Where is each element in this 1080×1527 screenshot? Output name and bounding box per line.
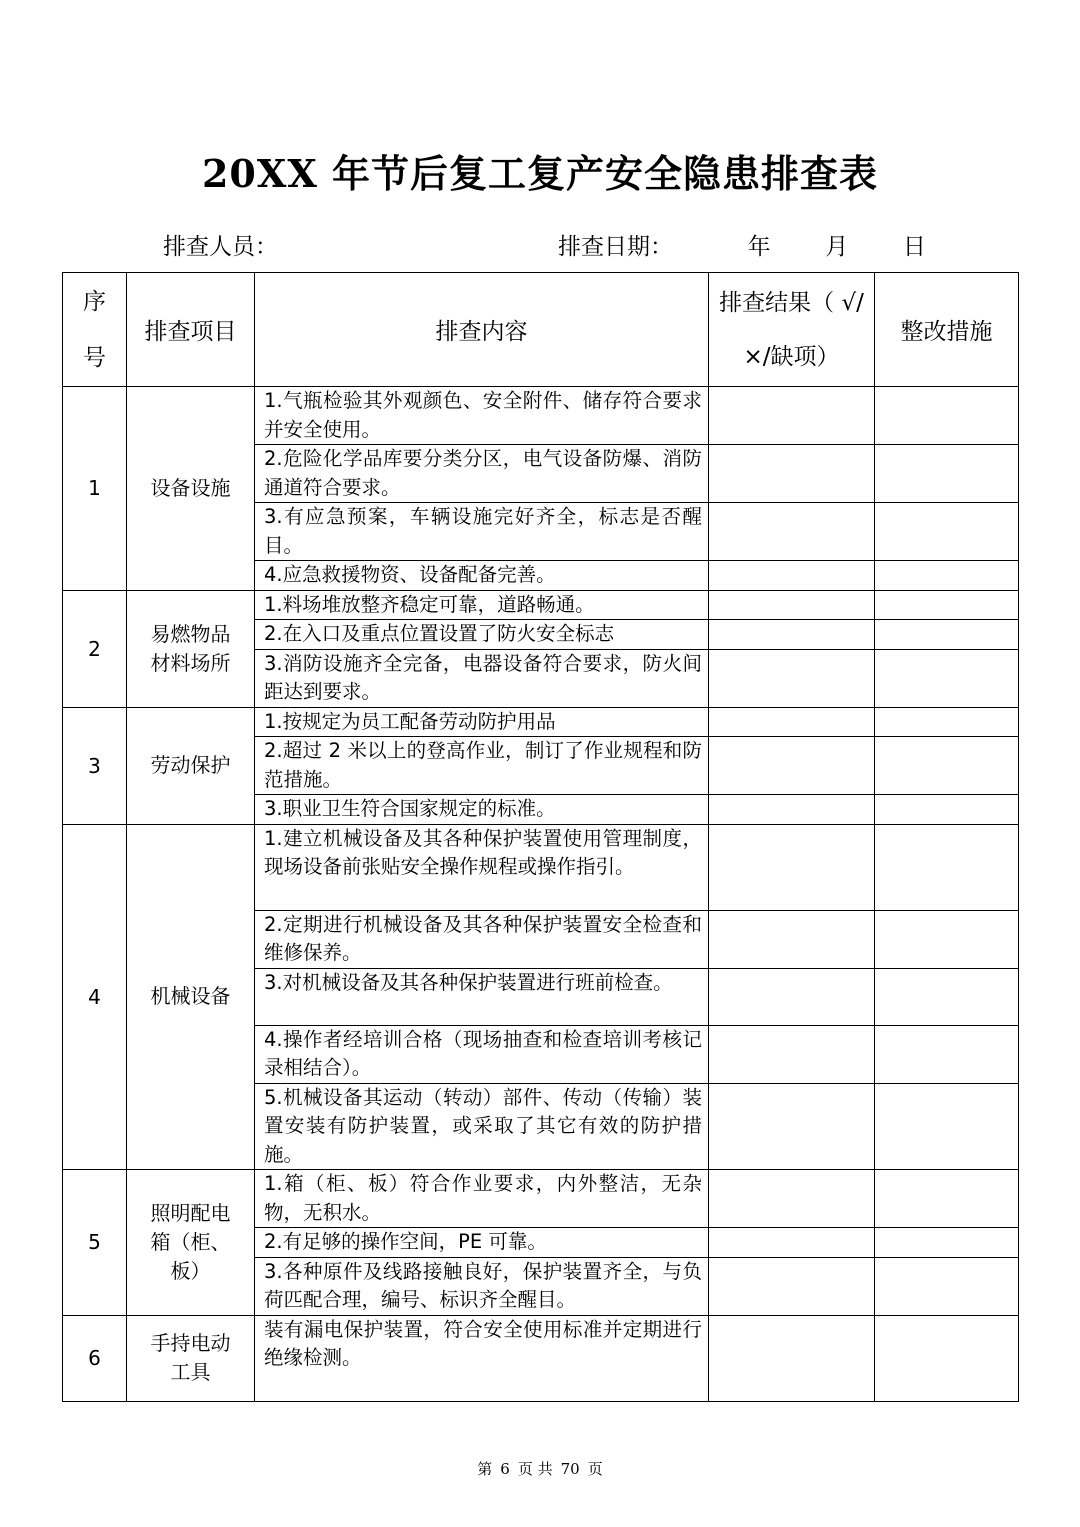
fix-cell[interactable] — [875, 968, 1019, 1025]
date-month: 月 — [825, 234, 849, 260]
check-content: 1.按规定为员工配备劳动防护用品 — [255, 707, 709, 737]
table-row — [63, 824, 1019, 910]
table-row — [63, 1315, 1019, 1401]
fix-cell[interactable] — [875, 561, 1019, 591]
result-cell[interactable] — [709, 1025, 875, 1083]
row-seq: 1 — [63, 387, 127, 591]
table-row — [63, 590, 1019, 620]
fix-cell[interactable] — [875, 1257, 1019, 1315]
fix-cell[interactable] — [875, 590, 1019, 620]
row-item: 照明配电箱（柜、板） — [127, 1170, 255, 1316]
row-item: 手持电动工具 — [127, 1315, 255, 1401]
check-content: 3.对机械设备及其各种保护装置进行班前检查。 — [255, 968, 709, 1025]
fix-cell[interactable] — [875, 1170, 1019, 1228]
row-seq: 5 — [63, 1170, 127, 1316]
check-content: 1.气瓶检验其外观颜色、安全附件、储存符合要求并安全使用。 — [255, 387, 709, 445]
fix-cell[interactable] — [875, 445, 1019, 503]
row-seq: 4 — [63, 824, 127, 1170]
fix-cell[interactable] — [875, 1083, 1019, 1170]
fix-cell[interactable] — [875, 387, 1019, 445]
header-content: 排查内容 — [255, 273, 709, 387]
result-cell[interactable] — [709, 1228, 875, 1258]
check-content: 2.定期进行机械设备及其各种保护装置安全检查和维修保养。 — [255, 910, 709, 968]
result-cell[interactable] — [709, 1257, 875, 1315]
result-cell[interactable] — [709, 795, 875, 825]
check-content: 1.箱（柜、板）符合作业要求，内外整洁，无杂物，无积水。 — [255, 1170, 709, 1228]
check-content: 3.各种原件及线路接触良好，保护装置齐全，与负荷匹配合理，编号、标识齐全醒目。 — [255, 1257, 709, 1315]
fix-cell[interactable] — [875, 795, 1019, 825]
check-content: 3.职业卫生符合国家规定的标准。 — [255, 795, 709, 825]
row-seq: 3 — [63, 707, 127, 824]
check-content: 2.超过 2 米以上的登高作业，制订了作业规程和防范措施。 — [255, 737, 709, 795]
result-cell[interactable] — [709, 503, 875, 561]
inspection-date — [558, 228, 926, 261]
fix-cell[interactable] — [875, 620, 1019, 650]
date-year: 年 — [747, 234, 771, 260]
row-seq: 2 — [63, 590, 127, 707]
row-item: 劳动保护 — [127, 707, 255, 824]
result-cell[interactable] — [709, 910, 875, 968]
header-row — [63, 273, 1019, 387]
result-cell[interactable] — [709, 1170, 875, 1228]
inspector-label: 排查人员： — [163, 234, 278, 260]
page-title: 20XX 年节后复工复产安全隐患排查表 — [201, 151, 879, 196]
table-row — [63, 707, 1019, 737]
check-content: 2.危险化学品库要分类分区，电气设备防爆、消防通道符合要求。 — [255, 445, 709, 503]
date-label: 排查日期： — [558, 234, 673, 260]
row-seq: 6 — [63, 1315, 127, 1401]
check-content: 3.消防设施齐全完备，电器设备符合要求，防火间距达到要求。 — [255, 649, 709, 707]
fix-cell[interactable] — [875, 824, 1019, 910]
table-row — [63, 387, 1019, 445]
result-cell[interactable] — [709, 561, 875, 591]
result-cell[interactable] — [709, 1083, 875, 1170]
check-content: 1.建立机械设备及其各种保护装置使用管理制度，现场设备前张贴安全操作规程或操作指引。 — [255, 824, 709, 910]
check-content: 4.应急救援物资、设备配备完善。 — [255, 561, 709, 591]
result-cell[interactable] — [709, 824, 875, 910]
check-content: 2.有足够的操作空间，PE 可靠。 — [255, 1228, 709, 1258]
result-cell[interactable] — [709, 387, 875, 445]
row-item: 设备设施 — [127, 387, 255, 591]
page-total: 70 — [560, 1460, 580, 1478]
result-cell[interactable] — [709, 737, 875, 795]
check-content: 5.机械设备其运动（转动）部件、传动（传输）装置安装有防护装置，或采取了其它有效的防护措施。 — [255, 1083, 709, 1170]
fix-cell[interactable] — [875, 503, 1019, 561]
result-cell[interactable] — [709, 968, 875, 1025]
result-cell[interactable] — [709, 707, 875, 737]
date-day: 日 — [902, 234, 926, 260]
result-cell[interactable] — [709, 445, 875, 503]
header-item: 排查项目 — [127, 273, 255, 387]
page-footer: 第 6 页 共 70 页 — [477, 1460, 603, 1478]
row-item: 机械设备 — [127, 824, 255, 1170]
fix-cell[interactable] — [875, 649, 1019, 707]
fix-cell[interactable] — [875, 1025, 1019, 1083]
inspection-table — [62, 272, 1019, 1402]
fix-cell[interactable] — [875, 1228, 1019, 1258]
check-content: 2.在入口及重点位置设置了防火安全标志 — [255, 620, 709, 650]
header-result: 排查结果（ √/×/缺项） — [709, 273, 875, 387]
table-row — [63, 1170, 1019, 1228]
row-item: 易燃物品材料场所 — [127, 590, 255, 707]
fix-cell[interactable] — [875, 737, 1019, 795]
fix-cell[interactable] — [875, 910, 1019, 968]
header-seq: 序号 — [63, 273, 127, 387]
check-content: 装有漏电保护装置，符合安全使用标准并定期进行绝缘检测。 — [255, 1315, 709, 1401]
header-fix: 整改措施 — [875, 273, 1019, 387]
page-number: 6 — [500, 1460, 510, 1478]
check-content: 1.料场堆放整齐稳定可靠，道路畅通。 — [255, 590, 709, 620]
fix-cell[interactable] — [875, 1315, 1019, 1401]
result-cell[interactable] — [709, 649, 875, 707]
check-content: 4.操作者经培训合格（现场抽查和检查培训考核记录相结合）。 — [255, 1025, 709, 1083]
check-content: 3.有应急预案，车辆设施完好齐全，标志是否醒目。 — [255, 503, 709, 561]
result-cell[interactable] — [709, 620, 875, 650]
fix-cell[interactable] — [875, 707, 1019, 737]
result-cell[interactable] — [709, 590, 875, 620]
result-cell[interactable] — [709, 1315, 875, 1401]
